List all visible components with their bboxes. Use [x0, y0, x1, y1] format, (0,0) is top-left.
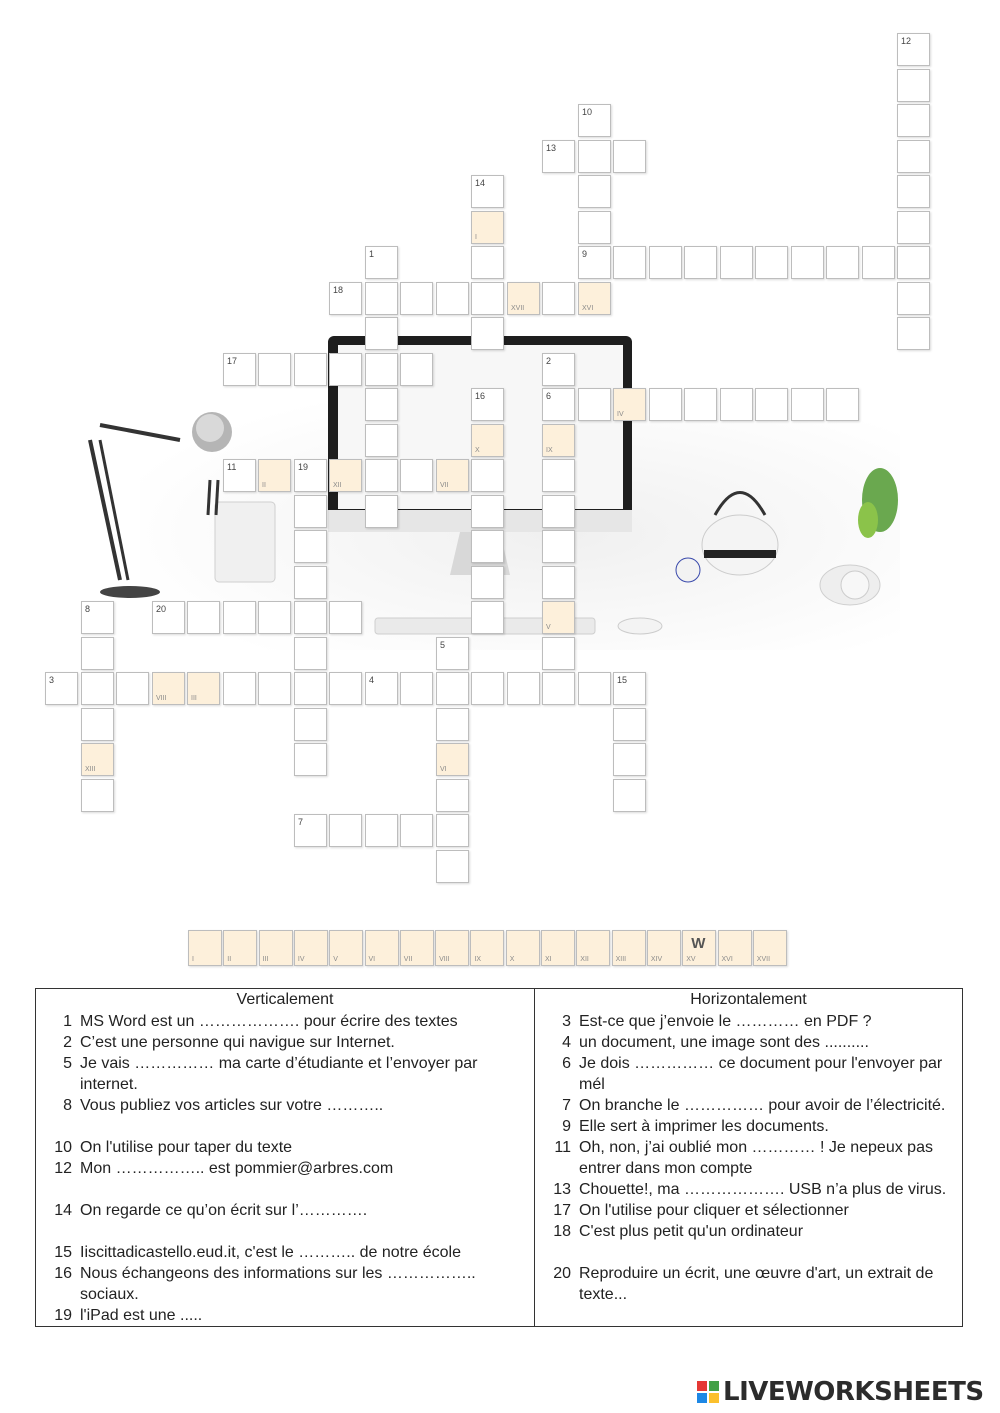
clue-item-text: l'iPad est une .....	[80, 1307, 203, 1324]
clue-item-text: C'est plus petit qu'un ordinateur	[579, 1223, 804, 1240]
clue-item-text: On regarde ce qu’on écrit sur l’………….	[80, 1202, 368, 1219]
clue-item-number: 10	[54, 1139, 72, 1156]
mystery-letter-marker: V	[546, 624, 551, 631]
mystery-letter-marker: XVI	[582, 305, 594, 312]
clue-item	[535, 1137, 962, 1179]
grid-cell[interactable]	[365, 353, 398, 386]
grid-cell[interactable]	[329, 672, 362, 705]
grid-cell[interactable]	[755, 388, 788, 421]
grid-cell[interactable]	[152, 672, 185, 705]
strip-marker: VII	[403, 956, 413, 963]
mystery-letter-marker: II	[262, 482, 266, 489]
answer-strip-cell[interactable]	[612, 930, 646, 966]
grid-cell[interactable]	[471, 175, 504, 208]
grid-cell[interactable]	[294, 743, 327, 776]
grid-cell[interactable]	[578, 388, 611, 421]
clue-number: 5	[440, 640, 446, 650]
grid-cell[interactable]	[436, 637, 469, 670]
grid-cell[interactable]	[897, 317, 930, 350]
clue-number: 12	[901, 36, 912, 46]
clue-item	[535, 1032, 962, 1053]
grid-cell[interactable]	[826, 246, 859, 279]
grid-cell[interactable]	[400, 672, 433, 705]
grid-cell[interactable]	[471, 566, 504, 599]
grid-cell[interactable]	[649, 246, 682, 279]
strip-marker: VI	[368, 956, 376, 963]
strip-marker: IX	[474, 956, 482, 963]
grid-cell[interactable]	[791, 246, 824, 279]
grid-cell[interactable]	[223, 672, 256, 705]
grid-cell[interactable]	[578, 246, 611, 279]
grid-cell[interactable]	[329, 601, 362, 634]
grid-cell[interactable]	[294, 459, 327, 492]
answer-strip-cell[interactable]	[647, 930, 681, 966]
clue-number: 13	[546, 143, 557, 153]
clue-item-number: 7	[562, 1097, 571, 1114]
grid-cell[interactable]	[471, 495, 504, 528]
mystery-letter-marker: VII	[440, 482, 449, 489]
grid-cell[interactable]	[329, 353, 362, 386]
clue-item	[36, 1137, 534, 1158]
grid-cell[interactable]	[897, 140, 930, 173]
clue-item-number: 12	[54, 1160, 72, 1177]
grid-cell[interactable]	[436, 743, 469, 776]
strip-marker: IV	[297, 956, 305, 963]
clue-item	[535, 1053, 962, 1095]
grid-cell[interactable]	[81, 779, 114, 812]
grid-cell[interactable]	[471, 459, 504, 492]
clue-item-text: Nous échangeons des informations sur les …………….. sociaux.	[80, 1265, 476, 1303]
grid-cell[interactable]	[400, 282, 433, 315]
clue-item-text: Je vais …………… ma carte d’étudiante et l’envoyer par internet.	[80, 1055, 478, 1093]
grid-cell[interactable]	[613, 140, 646, 173]
strip-marker: V	[333, 956, 338, 963]
grid-cell[interactable]	[542, 495, 575, 528]
grid-cell[interactable]	[116, 672, 149, 705]
answer-strip-cell[interactable]	[470, 930, 504, 966]
grid-cell[interactable]	[81, 601, 114, 634]
clue-item-number: 14	[54, 1202, 72, 1219]
grid-cell[interactable]	[223, 353, 256, 386]
vertical-clue-list	[36, 1011, 534, 1326]
strip-marker: XVII	[756, 956, 771, 963]
grid-cell[interactable]	[862, 246, 895, 279]
grid-cell[interactable]	[578, 672, 611, 705]
strip-marker: XIV	[650, 956, 663, 963]
clue-number: 4	[369, 675, 375, 685]
grid-cell[interactable]	[365, 388, 398, 421]
grid-cell[interactable]	[578, 211, 611, 244]
clue-item-number: 1	[63, 1013, 72, 1030]
grid-cell[interactable]	[400, 459, 433, 492]
clue-number: 17	[227, 356, 238, 366]
clue-number: 10	[582, 107, 593, 117]
grid-cell[interactable]	[294, 530, 327, 563]
grid-cell[interactable]	[365, 317, 398, 350]
vertical-header: Verticalement	[236, 991, 334, 1008]
grid-cell[interactable]	[897, 33, 930, 66]
answer-strip-cell[interactable]	[718, 930, 752, 966]
grid-cell[interactable]	[613, 246, 646, 279]
grid-cell[interactable]	[649, 388, 682, 421]
grid-cell[interactable]	[258, 353, 291, 386]
clue-item-number: 15	[54, 1244, 72, 1261]
clue-item-text: Chouette!, ma ………………. USB n’a plus de virus.	[579, 1181, 947, 1198]
clue-item	[36, 1263, 534, 1305]
clue-item	[36, 1095, 534, 1116]
answer-strip-cell[interactable]	[682, 930, 716, 966]
mystery-letter-marker: VI	[440, 766, 447, 773]
answer-strip-cell[interactable]	[365, 930, 399, 966]
grid-cell[interactable]	[294, 637, 327, 670]
strip-marker: VIII	[439, 956, 450, 963]
answer-strip-cell[interactable]	[506, 930, 540, 966]
grid-cell[interactable]	[436, 672, 469, 705]
grid-cell[interactable]	[542, 353, 575, 386]
grid-cell[interactable]	[471, 246, 504, 279]
grid-cell[interactable]	[471, 424, 504, 457]
clue-item	[36, 1158, 534, 1179]
clue-number: 16	[475, 391, 486, 401]
grid-cell[interactable]	[542, 424, 575, 457]
grid-cell[interactable]	[542, 459, 575, 492]
clue-item-text: Iiscittadicastello.eud.it, c'est le ……….. de notre école	[80, 1244, 462, 1261]
clue-item	[535, 1179, 962, 1200]
mystery-letter-marker: XIII	[85, 766, 96, 773]
clue-item-number: 18	[553, 1223, 571, 1240]
clue-item-number: 19	[54, 1307, 72, 1324]
grid-cell[interactable]	[365, 459, 398, 492]
grid-cell[interactable]	[613, 779, 646, 812]
grid-cell[interactable]	[45, 672, 78, 705]
grid-cell[interactable]	[81, 672, 114, 705]
grid-cell[interactable]	[613, 388, 646, 421]
clue-item-text: Vous publiez vos articles sur votre ………..	[80, 1097, 384, 1114]
clue-number: 15	[617, 675, 628, 685]
vertical-clues-column	[36, 989, 535, 1327]
grid-cell[interactable]	[578, 140, 611, 173]
clue-item	[535, 1221, 962, 1242]
answer-strip-cell[interactable]	[435, 930, 469, 966]
grid-cell[interactable]	[400, 814, 433, 847]
grid-cell[interactable]	[152, 601, 185, 634]
mystery-letter-marker: X	[475, 447, 480, 454]
grid-cell[interactable]	[897, 69, 930, 102]
headphones	[820, 565, 880, 605]
grid-cell[interactable]	[187, 601, 220, 634]
clue-item-number: 17	[553, 1202, 571, 1219]
clue-item-text: Mon …………….. est pommier@arbres.com	[80, 1160, 394, 1177]
clue-item	[36, 1242, 534, 1263]
grid-cell[interactable]	[81, 637, 114, 670]
clue-item-number: 5	[63, 1055, 72, 1072]
mystery-letter-marker: XII	[333, 482, 342, 489]
grid-cell[interactable]	[436, 814, 469, 847]
clue-item-text: Est-ce que j’envoie le ………… en PDF ?	[579, 1013, 872, 1030]
clue-item-text: Oh, non, j’ai oublié mon ………… ! Je nepeux pas entrer dans mon compte	[579, 1139, 933, 1177]
answer-strip-cell[interactable]	[259, 930, 293, 966]
clue-number: 20	[156, 604, 167, 614]
grid-cell[interactable]	[294, 672, 327, 705]
answer-strip-cell[interactable]	[329, 930, 363, 966]
grid-cell[interactable]	[684, 388, 717, 421]
strip-marker: III	[262, 956, 269, 963]
grid-cell[interactable]	[613, 708, 646, 741]
clue-item-text: On l'utilise pour taper du texte	[80, 1139, 293, 1156]
grid-cell[interactable]	[365, 814, 398, 847]
grid-cell[interactable]	[542, 637, 575, 670]
grid-cell[interactable]	[329, 282, 362, 315]
grid-cell[interactable]	[613, 743, 646, 776]
strip-marker: I	[192, 956, 194, 963]
grid-cell[interactable]	[223, 459, 256, 492]
clue-item	[535, 1095, 962, 1116]
clue-item	[36, 1305, 534, 1326]
answer-strip-cell[interactable]	[223, 930, 257, 966]
grid-cell[interactable]	[365, 246, 398, 279]
grid-cell[interactable]	[258, 601, 291, 634]
mystery-letter-marker: IX	[546, 447, 553, 454]
grid-cell[interactable]	[791, 388, 824, 421]
clue-item-number: 8	[63, 1097, 72, 1114]
grid-cell[interactable]	[542, 282, 575, 315]
clue-number: 8	[85, 604, 91, 614]
grid-cell[interactable]	[720, 246, 753, 279]
clue-item-number: 20	[553, 1265, 571, 1282]
answer-strip-cell[interactable]	[576, 930, 610, 966]
grid-cell[interactable]	[471, 672, 504, 705]
clue-item	[535, 1011, 962, 1032]
strip-marker: X	[509, 956, 515, 963]
grid-cell[interactable]	[258, 672, 291, 705]
clue-number: 6	[546, 391, 552, 401]
grid-cell[interactable]	[897, 104, 930, 137]
grid-cell[interactable]	[542, 388, 575, 421]
grid-cell[interactable]	[507, 282, 540, 315]
grid-cell[interactable]	[897, 211, 930, 244]
grid-cell[interactable]	[542, 672, 575, 705]
clue-item-number: 13	[553, 1181, 571, 1198]
clue-item-text: Elle sert à imprimer les documents.	[579, 1118, 829, 1135]
clue-item-number: 3	[562, 1013, 571, 1030]
clue-item-text: On branche le …………… pour avoir de l’électricité.	[579, 1097, 946, 1114]
horizontal-clues-column	[535, 989, 963, 1327]
grid-cell[interactable]	[436, 459, 469, 492]
grid-cell[interactable]	[436, 850, 469, 883]
grid-cell[interactable]	[471, 282, 504, 315]
clue-item	[36, 1032, 534, 1053]
grid-cell[interactable]	[187, 672, 220, 705]
grid-cell[interactable]	[294, 814, 327, 847]
clue-number: 18	[333, 285, 344, 295]
clue-item-text: On l'utilise pour cliquer et sélectionner	[579, 1202, 849, 1219]
clue-number: 19	[298, 462, 309, 472]
grid-cell[interactable]	[329, 814, 362, 847]
clue-item-number: 4	[562, 1034, 571, 1051]
grid-cell[interactable]	[365, 495, 398, 528]
clue-item-number: 16	[54, 1265, 72, 1282]
grid-cell[interactable]	[578, 104, 611, 137]
clue-item-number: 11	[554, 1139, 571, 1156]
grid-cell[interactable]	[507, 672, 540, 705]
grid-cell[interactable]	[436, 779, 469, 812]
grid-cell[interactable]	[471, 530, 504, 563]
mystery-letter-marker: III	[191, 695, 197, 702]
mystery-letter-marker: VIII	[156, 695, 167, 702]
grid-cell[interactable]	[542, 530, 575, 563]
clue-item-text: Reproduire un écrit, une œuvre d'art, un extrait de texte...	[579, 1265, 934, 1303]
clue-item	[36, 1053, 534, 1095]
clue-item-number: 9	[562, 1118, 571, 1135]
grid-cell[interactable]	[613, 672, 646, 705]
grid-cell[interactable]	[436, 282, 469, 315]
clue-item-text: Je dois …………… ce document pour l'envoyer par mél	[579, 1055, 943, 1093]
grid-cell[interactable]	[400, 353, 433, 386]
grid-cell[interactable]	[755, 246, 788, 279]
clue-item-number: 2	[63, 1034, 72, 1051]
clue-item	[535, 1263, 962, 1305]
horizontal-header: Horizontalement	[690, 991, 807, 1008]
grid-cell[interactable]	[436, 708, 469, 741]
grid-cell[interactable]	[542, 140, 575, 173]
grid-cell[interactable]	[578, 282, 611, 315]
grid-cell[interactable]	[471, 388, 504, 421]
clue-item-text: C’est une personne qui navigue sur Internet.	[80, 1034, 395, 1051]
given-letter: W	[691, 935, 706, 952]
strip-marker: XI	[545, 956, 552, 963]
grid-cell[interactable]	[329, 459, 362, 492]
grid-cell[interactable]	[365, 672, 398, 705]
clue-item	[535, 1200, 962, 1221]
clue-number: 11	[227, 462, 237, 472]
grid-cell[interactable]	[294, 708, 327, 741]
answer-strip-cell[interactable]	[188, 930, 222, 966]
clue-item-number: 6	[562, 1055, 571, 1072]
answer-strip-cell[interactable]	[294, 930, 328, 966]
strip-marker: XVI	[721, 956, 733, 963]
grid-cell[interactable]	[471, 317, 504, 350]
grid-cell[interactable]	[365, 424, 398, 457]
clue-item	[36, 1011, 534, 1032]
brand-name: LIVEWORKSHEETS	[723, 1377, 984, 1407]
mystery-letter-marker: XVII	[511, 305, 525, 312]
grid-cell[interactable]	[258, 459, 291, 492]
grid-cell[interactable]	[294, 566, 327, 599]
clues-table	[35, 988, 963, 1327]
grid-cell[interactable]	[897, 246, 930, 279]
strip-marker: II	[227, 956, 232, 963]
grid-cell[interactable]	[578, 175, 611, 208]
brand-logo	[696, 1378, 984, 1406]
clue-number: 14	[475, 178, 486, 188]
answer-strip-cell[interactable]	[400, 930, 434, 966]
clue-number: 3	[49, 675, 55, 685]
strip-marker: XII	[580, 956, 589, 963]
clue-number: 7	[298, 817, 304, 827]
mystery-letter-marker: I	[475, 234, 477, 241]
grid-cell[interactable]	[294, 601, 327, 634]
grid-cell[interactable]	[471, 211, 504, 244]
clue-number: 2	[546, 356, 552, 366]
answer-strip-cell[interactable]	[753, 930, 787, 966]
grid-cell[interactable]	[826, 388, 859, 421]
clue-number: 1	[369, 249, 375, 259]
grid-cell[interactable]	[81, 743, 114, 776]
mystery-letter-marker: IV	[617, 411, 624, 418]
grid-cell[interactable]	[223, 601, 256, 634]
clue-item-text: MS Word est un ………………. pour écrire des textes	[80, 1013, 458, 1030]
grid-cell[interactable]	[81, 708, 114, 741]
logo-mark-icon	[696, 1380, 720, 1404]
clue-item	[36, 1200, 534, 1221]
grid-cell[interactable]	[365, 282, 398, 315]
clue-number: 9	[582, 249, 588, 259]
grid-cell[interactable]	[542, 566, 575, 599]
grid-cell[interactable]	[720, 388, 753, 421]
grid-cell[interactable]	[471, 601, 504, 634]
grid-cell[interactable]	[542, 601, 575, 634]
horizontal-clue-list	[535, 1011, 962, 1305]
strip-marker: XV	[686, 956, 696, 963]
grid-cell[interactable]	[294, 495, 327, 528]
strip-marker: XIII	[615, 956, 627, 963]
grid-cell[interactable]	[897, 282, 930, 315]
clue-item-text: un document, une image sont des ..........	[579, 1034, 869, 1051]
grid-cell[interactable]	[294, 353, 327, 386]
clue-item	[535, 1116, 962, 1137]
grid-cell[interactable]	[684, 246, 717, 279]
answer-strip-cell[interactable]	[541, 930, 575, 966]
grid-cell[interactable]	[897, 175, 930, 208]
